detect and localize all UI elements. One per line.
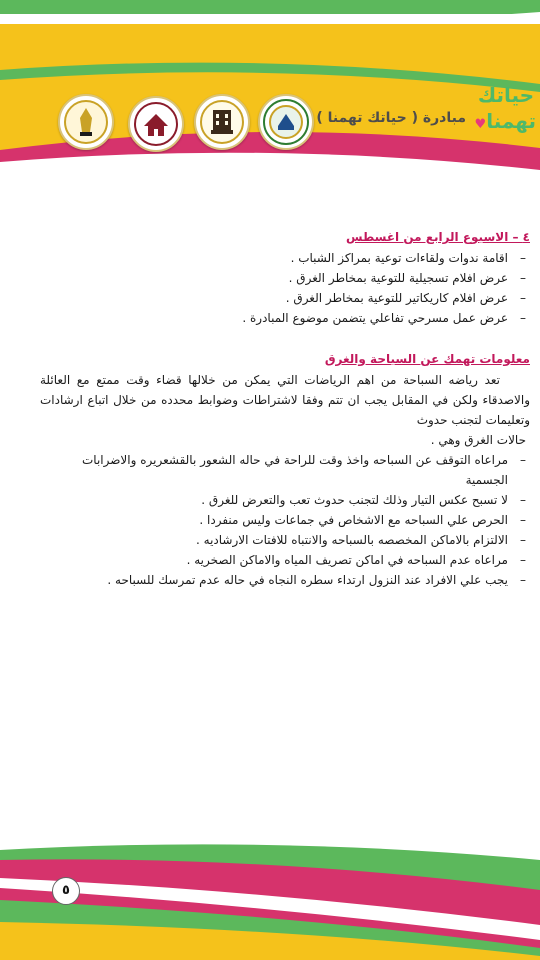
list-item: – عرض افلام كاريكاتير للتوعية بمخاطر الغرق .	[285, 291, 526, 305]
list-item: – عرض عمل مسرحي تفاعلي يتضمن موضوع المبادرة .	[242, 311, 526, 325]
house-logo	[128, 96, 184, 152]
building-logo	[194, 94, 250, 150]
list-item: – مراعاه عدم السباحه في اماكن تصريف المياه والاماكن الصخريه .	[186, 553, 526, 567]
brand-logo	[476, 82, 536, 138]
ministry-of-youth-logo	[58, 94, 114, 150]
brand-line2-text: تهمنا	[486, 109, 536, 133]
document-body	[40, 230, 530, 590]
footer-waves	[0, 830, 540, 960]
governorate-seal	[258, 94, 314, 150]
footer-banner	[0, 830, 540, 960]
list-item: – الحرص علي السباحه مع الاشخاص في جماعات وليس منفردا .	[199, 513, 526, 527]
section1-title: ٤ – الاسبوع الرابع من اغسطس	[346, 230, 530, 244]
list-item: – مراعاه التوقف عن السباحه واخذ وقت للراحة في حاله الشعور بالقشعريره والاضرابات الجسمية	[81, 453, 526, 487]
section2-title: معلومات تهمك عن السباحة والغرق	[324, 352, 530, 366]
list-item: – الالتزام بالاماكن المخصصه بالسباحه والانتباه للافتات الارشاديه .	[196, 533, 526, 547]
list-item: – عرض افلام تسجيلية للتوعية بمخاطر الغرق .	[288, 271, 526, 285]
drowning-cases-label: حالات الغرق وهي .	[430, 433, 526, 447]
brand-line2	[476, 108, 536, 138]
list-item: – لا تسبح عكس التيار وذلك لتجنب حدوث تعب والتعرض للغرق .	[201, 493, 526, 507]
section2-paragraph: تعد رياضه السباحة من اهم الرياضات التي يمكن من خلالها قضاء وقت ممتع مع العائلة والاصدقاء ولكن في المقابل يجب ان تتم وفقا لاشتراطات وضوابط محدده من خلال اتباع ارشادات وتعليمات لتجنب حدوث	[40, 373, 530, 427]
brand-line1: حياتك	[477, 83, 535, 107]
initiative-label: مبادرة ( حياتك تهمنا )	[316, 110, 466, 126]
list-item: – يجب علي الافراد عند النزول ارتداء سطره النجاه في حاله عدم تمرسك للسباحه .	[107, 573, 526, 587]
section2	[40, 352, 530, 590]
section1-list	[40, 248, 530, 328]
list-item: – اقامة ندوات ولقاءات توعية بمراكز الشباب .	[290, 251, 526, 265]
heart-icon: ♥	[474, 117, 487, 132]
page-number: ٥	[52, 877, 80, 905]
section2-list	[40, 450, 530, 590]
